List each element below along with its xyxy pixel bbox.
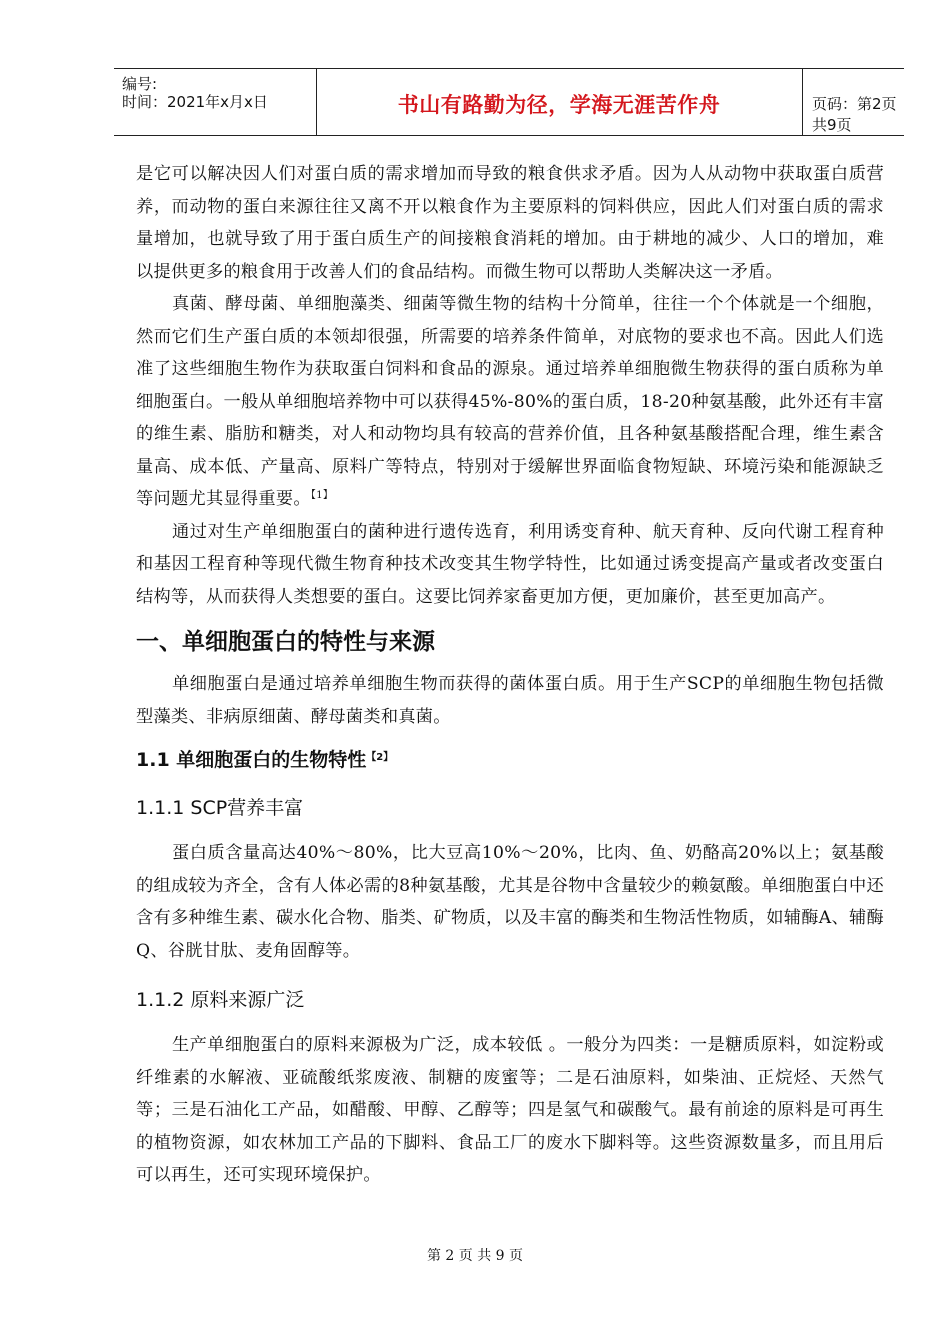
section-heading-1-1-text: 1.1 单细胞蛋白的生物特性 — [136, 749, 367, 771]
paragraph-1: 是它可以解决因人们对蛋白质的需求增加而导致的粮食供求矛盾。因为人从动物中获取蛋白质营养，而动物的蛋白来源往往又离不开以粮食作为主要原料的饲料供应，因此人们对蛋白质的需求量增加，也就导致了用于蛋白质生产的间接粮食消耗的增加。由于耕地的减少、人口的增加，难以提供更多的粮食用于改善人们的食品结构。而微生物可以帮助人类解决这一矛盾。 — [136, 164, 884, 282]
paragraph-3: 通过对生产单细胞蛋白的菌种进行遗传选育，利用诱变育种、航天育种、反向代谢工程育种和基因工程育种等现代微生物育种技术改变其生物学特性，比如通过诱变提高产量或者改变蛋白结构等，从而获得人类想要的蛋白。这要比饲养家畜更加方便，更加廉价，甚至更加高产。 — [136, 521, 884, 607]
citation-ref-2: 【2】 — [366, 752, 394, 763]
header-right-cell — [802, 69, 904, 135]
header-left-cell — [114, 69, 317, 135]
paragraph-2-text: 真菌、酵母菌、单细胞藻类、细菌等微生物的结构十分简单，往往一个个体就是一个细胞，然而它们生产蛋白质的本领却很强，所需要的培养条件简单，对底物的要求也不高。因此人们选准了这些细胞生物作为获取蛋白饲料和食品的源泉。通过培养单细胞微生物获得的蛋白质称为单细胞蛋白。一般从单细胞培养物中可以获得45%-80%的蛋白质，18-20种氨基酸，此外还有丰富的维生素、脂肪和糖类，对人和动物均具有较高的营养价值，且各种氨基酸搭配合理，维生素含量高、成本低、产量高、原料广等特点，特别对于缓解世界面临食物短缺、环境污染和能源缺乏等问题尤其显得重要。 — [136, 294, 884, 509]
header-page-label: 页码：第2页 共9页 — [812, 95, 897, 134]
header-number-label: 编号: — [122, 75, 158, 93]
paragraph-5: 蛋白质含量高达40%～80%，比大豆高10%～20%，比肉、鱼、奶酪高20%以上；氨基酸的组成较为齐全，含有人体必需的8种氨基酸，尤其是谷物中含量较少的赖氨酸。单细胞蛋白中还含有多种维生素、碳水化合物、脂类、矿物质，以及丰富的酶类和生物活性物质，如辅酶A、辅酶Q、谷胱甘肽、麦角固醇等。 — [136, 843, 884, 961]
paragraph-4: 单细胞蛋白是通过培养单细胞生物而获得的菌体蛋白质。用于生产SCP的单细胞生物包括微型藻类、非病原细菌、酵母菌类和真菌。 — [136, 674, 884, 727]
paragraph-6: 生产单细胞蛋白的原料来源极为广泛，成本较低 。一般分为四类：一是糖质原料，如淀粉或纤维素的水解液、亚硫酸纸浆废液、制糖的废蜜等；二是石油原料，如柴油、正烷烃、天然气等；三是石油化工产品，如醋酸、甲醇、乙醇等；四是氢气和碳酸气。最有前途的原料是可再生的植物资源，如农林加工产品的下脚料、食品工厂的废水下脚料等。这些资源数量多，而且用后可以再生，还可实现环境保护。 — [136, 1035, 884, 1185]
section-heading-1-1-1: 1.1.1 SCP营养丰富 — [136, 797, 304, 819]
citation-ref-1: 【1】 — [310, 490, 334, 501]
header-motto: 书山有路勤为径，学海无涯苦作舟 — [397, 93, 721, 117]
paragraph-2 — [136, 288, 884, 516]
section-heading-1-1-2: 1.1.2 原料来源广泛 — [136, 989, 305, 1011]
document-body — [136, 158, 884, 1192]
page-header — [114, 68, 904, 136]
page-footer: 第 2 页 共 9 页 — [426, 1248, 524, 1264]
section-heading-1-1 — [136, 745, 884, 775]
header-middle-cell — [316, 69, 803, 135]
header-time-label: 时间：2021年x月x日 — [122, 93, 268, 111]
section-heading-1: 一、单细胞蛋白的特性与来源 — [136, 629, 435, 655]
